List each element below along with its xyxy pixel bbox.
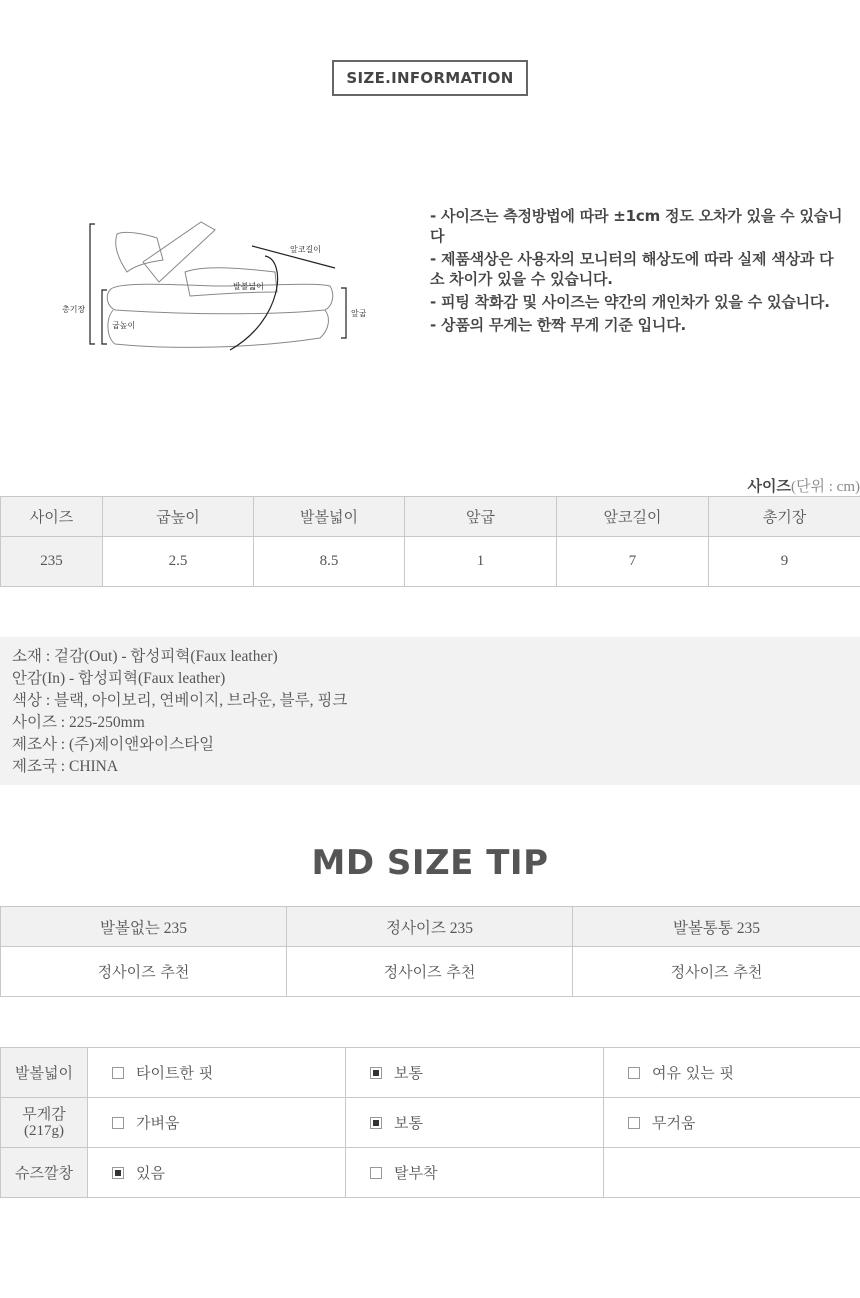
fit-row-label-text: 발볼넓이: [15, 1063, 73, 1082]
size-table-cell: 9: [709, 537, 860, 587]
size-information-badge: SIZE.INFORMATION: [332, 60, 528, 96]
material-line: 제조국 : CHINA: [12, 758, 119, 775]
fit-option-label: 여유 있는 핏: [652, 1064, 734, 1082]
label-total-height: 총기장: [62, 305, 86, 314]
size-caption-title: 사이즈: [747, 477, 792, 495]
size-table-cell: 7: [557, 537, 709, 587]
fit-table: [0, 1047, 860, 1198]
md-table-row: [1, 947, 860, 997]
fit-row-label: [1, 1048, 88, 1098]
size-table: [0, 496, 860, 587]
material-info: [0, 637, 860, 785]
fit-option-label: 있음: [136, 1164, 165, 1182]
note-item: - 상품의 무게는 한짝 무게 기준 입니다.: [430, 316, 687, 334]
md-table-header: 발볼통통 235: [573, 907, 860, 947]
fit-option: [604, 1048, 860, 1098]
fit-row-weight: [1, 1098, 860, 1148]
size-table-header: 사이즈: [1, 497, 103, 537]
checkbox-filled-icon: [370, 1117, 382, 1129]
fit-option: [346, 1148, 604, 1198]
size-unit-caption: [748, 475, 860, 496]
size-caption-unit: (단위 : cm): [791, 479, 860, 495]
fit-row-label: [1, 1148, 88, 1198]
checkbox-empty-icon: [628, 1117, 640, 1129]
material-line: 사이즈 : 225-250mm: [12, 714, 145, 731]
md-size-tip-table: [0, 906, 860, 997]
size-table-header-row: [1, 497, 860, 537]
fit-row-ball-width: [1, 1048, 860, 1098]
checkbox-filled-icon: [112, 1167, 124, 1179]
size-table-header: 발볼넓이: [254, 497, 405, 537]
size-table-cell: 235: [1, 537, 103, 587]
size-table-row: [1, 537, 860, 587]
checkbox-empty-icon: [112, 1117, 124, 1129]
fit-option: [88, 1098, 346, 1148]
size-table-header: 굽높이: [103, 497, 254, 537]
fit-row-sublabel: (217g): [24, 1123, 64, 1139]
label-ball-width: 발볼넓이: [233, 282, 264, 291]
note-item: - 사이즈는 측정방법에 따라 ±1cm 정도 오차가 있을 수 있습니다: [430, 207, 843, 245]
fit-row-label: [1, 1098, 88, 1148]
checkbox-empty-icon: [628, 1067, 640, 1079]
fit-option-label: 타이트한 핏: [136, 1064, 214, 1082]
md-table-cell: 정사이즈 추천: [287, 947, 573, 997]
md-table-header-row: [1, 907, 860, 947]
size-table-header: 앞코길이: [557, 497, 709, 537]
fit-option-label: 가벼움: [136, 1114, 180, 1132]
size-table-cell: 8.5: [254, 537, 405, 587]
fit-option-label: 보통: [394, 1064, 423, 1082]
fit-option-label: 보통: [394, 1114, 423, 1132]
size-notes: [430, 206, 845, 338]
fit-option: [346, 1098, 604, 1148]
md-table-header: 발볼없는 235: [1, 907, 287, 947]
checkbox-empty-icon: [112, 1067, 124, 1079]
size-table-header: 앞굽: [405, 497, 557, 537]
checkbox-empty-icon: [370, 1167, 382, 1179]
label-front-heel: 앞굽: [351, 309, 367, 318]
sandal-illustration: [55, 210, 375, 360]
fit-option-label: 탈부착: [394, 1164, 438, 1182]
fit-option: [604, 1098, 860, 1148]
material-line: 제조사 : (주)제이앤와이스타일: [12, 736, 215, 753]
note-item: - 피팅 착화감 및 사이즈는 약간의 개인차가 있을 수 있습니다.: [430, 293, 830, 311]
shoe-measurement-diagram: [55, 210, 375, 360]
size-table-cell: 1: [405, 537, 557, 587]
note-item: - 제품색상은 사용자의 모니터의 해상도에 따라 실제 색상과 다소 차이가 있을 수 있습니다.: [430, 250, 834, 288]
material-line: 색상 : 블랙, 아이보리, 연베이지, 브라운, 블루, 핑크: [12, 692, 348, 709]
fit-option-empty: [604, 1148, 860, 1198]
fit-row-label-text: 슈즈깔창: [15, 1163, 73, 1182]
size-table-header: 총기장: [709, 497, 860, 537]
checkbox-filled-icon: [370, 1067, 382, 1079]
label-heel-height: 굽높이: [112, 321, 136, 330]
md-table-cell: 정사이즈 추천: [1, 947, 287, 997]
fit-option: [88, 1148, 346, 1198]
md-table-header: 정사이즈 235: [287, 907, 573, 947]
fit-row-label-text: 무게감: [22, 1105, 66, 1123]
material-line: 소재 : 겉감(Out) - 합성피혁(Faux leather): [12, 648, 278, 665]
fit-option: [346, 1048, 604, 1098]
md-table-cell: 정사이즈 추천: [573, 947, 860, 997]
md-size-tip-title: MD SIZE TIP: [311, 843, 549, 883]
size-table-cell: 2.5: [103, 537, 254, 587]
fit-option-label: 무거움: [652, 1114, 696, 1132]
material-line: 안감(In) - 합성피혁(Faux leather): [12, 670, 226, 687]
label-toe-length: 앞코길이: [290, 245, 321, 254]
fit-row-insole: [1, 1148, 860, 1198]
fit-option: [88, 1048, 346, 1098]
